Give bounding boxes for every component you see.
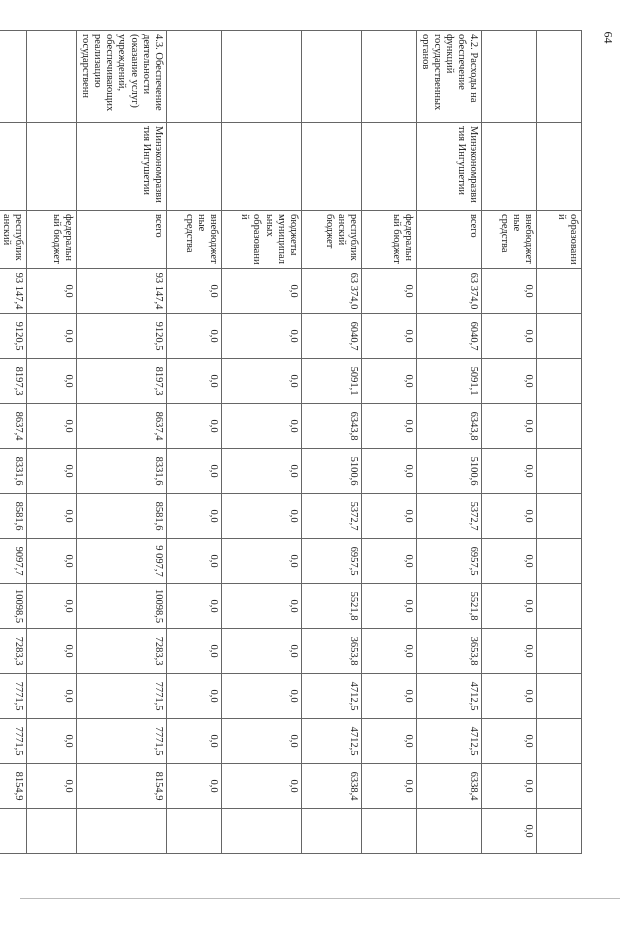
executor-cell (27, 123, 77, 211)
value-cell: 5100,6 (301, 449, 361, 494)
value-cell: 8331,6 (0, 449, 27, 494)
section-cell (221, 31, 301, 123)
value-cell: 8637,4 (0, 404, 27, 449)
section-cell (0, 31, 27, 123)
value-cell: 7771,5 (0, 674, 27, 719)
value-cell: 0,0 (166, 584, 221, 629)
value-cell: 0,0 (27, 764, 77, 809)
table-row (301, 31, 361, 854)
source-cell: республиканский бюджет (301, 211, 361, 269)
executor-cell (166, 123, 221, 211)
value-cell: 8637,4 (77, 404, 166, 449)
value-cell: 7283,3 (77, 629, 166, 674)
value-cell: 8154,9 (0, 764, 27, 809)
value-cell: 0,0 (482, 359, 537, 404)
value-cell: 0,0 (482, 449, 537, 494)
value-cell: 0,0 (221, 584, 301, 629)
value-cell: 63 374,0 (416, 269, 481, 314)
value-cell: 7771,5 (0, 719, 27, 764)
source-cell: федеральный бюджет (27, 211, 77, 269)
source-cell: внебюджетные средства (166, 211, 221, 269)
section-cell (537, 31, 582, 123)
value-cell: 93 147,4 (0, 269, 27, 314)
value-cell (537, 539, 582, 584)
value-cell: 5091,1 (301, 359, 361, 404)
value-cell: 0,0 (166, 314, 221, 359)
value-cell: 0,0 (482, 314, 537, 359)
value-cell: 0,0 (221, 674, 301, 719)
value-cell: 0,0 (482, 674, 537, 719)
value-cell: 0,0 (361, 539, 416, 584)
value-cell: 6343,8 (416, 404, 481, 449)
executor-cell (301, 123, 361, 211)
value-cell: 63 374,0 (301, 269, 361, 314)
value-cell: 0,0 (27, 359, 77, 404)
value-cell: 6338,4 (416, 764, 481, 809)
value-cell: 0,0 (361, 629, 416, 674)
value-cell (537, 674, 582, 719)
value-cell: 0,0 (361, 269, 416, 314)
value-cell: 7771,5 (77, 719, 166, 764)
table-row (77, 31, 166, 854)
value-cell: 6338,4 (301, 764, 361, 809)
value-cell: 9097,7 (0, 539, 27, 584)
value-cell: 4712,5 (301, 719, 361, 764)
value-cell: 0,0 (166, 764, 221, 809)
value-cell: 5521,8 (301, 584, 361, 629)
value-cell: 0,0 (482, 494, 537, 539)
source-cell: всего (77, 211, 166, 269)
table-row (537, 31, 582, 854)
source-cell: республиканский (0, 211, 27, 269)
value-cell: 10098,5 (0, 584, 27, 629)
table-row (27, 31, 77, 854)
value-cell: 5372,7 (416, 494, 481, 539)
table-row (0, 31, 27, 854)
value-cell: 3653,8 (301, 629, 361, 674)
value-cell: 0,0 (27, 314, 77, 359)
value-cell: 0,0 (166, 674, 221, 719)
budget-table (0, 30, 582, 854)
value-cell (537, 359, 582, 404)
value-cell: 0,0 (27, 674, 77, 719)
value-cell: 0,0 (482, 404, 537, 449)
value-cell: 8197,3 (77, 359, 166, 404)
source-cell: федеральный бюджет (361, 211, 416, 269)
value-cell: 0,0 (361, 719, 416, 764)
value-cell: 8154,9 (77, 764, 166, 809)
value-cell: 8197,3 (0, 359, 27, 404)
value-cell: 0,0 (361, 359, 416, 404)
source-cell: внебюджетные средства (482, 211, 537, 269)
value-cell (0, 809, 27, 854)
value-cell: 0,0 (361, 764, 416, 809)
value-cell: 0,0 (221, 629, 301, 674)
value-cell: 0,0 (221, 449, 301, 494)
value-cell: 0,0 (27, 539, 77, 584)
page-number: 64 (601, 31, 616, 44)
value-cell: 8581,6 (0, 494, 27, 539)
value-cell (361, 809, 416, 854)
executor-cell (361, 123, 416, 211)
value-cell: 0,0 (27, 449, 77, 494)
value-cell: 8581,6 (77, 494, 166, 539)
value-cell: 93 147,4 (77, 269, 166, 314)
value-cell: 4712,5 (301, 674, 361, 719)
value-cell: 9 097,7 (77, 539, 166, 584)
value-cell: 0,0 (482, 269, 537, 314)
value-cell: 0,0 (166, 494, 221, 539)
value-cell: 6040,7 (416, 314, 481, 359)
value-cell (537, 719, 582, 764)
table-row (482, 31, 537, 854)
value-cell: 0,0 (166, 269, 221, 314)
value-cell: 0,0 (27, 404, 77, 449)
value-cell (537, 269, 582, 314)
value-cell: 0,0 (166, 539, 221, 584)
table-row (361, 31, 416, 854)
value-cell (537, 449, 582, 494)
value-cell: 0,0 (221, 404, 301, 449)
table-row (416, 31, 481, 854)
value-cell: 4712,5 (416, 719, 481, 764)
value-cell (416, 809, 481, 854)
value-cell: 5372,7 (301, 494, 361, 539)
value-cell: 0,0 (482, 584, 537, 629)
value-cell (221, 809, 301, 854)
value-cell: 6343,8 (301, 404, 361, 449)
value-cell: 7283,3 (0, 629, 27, 674)
value-cell (537, 404, 582, 449)
value-cell: 5521,8 (416, 584, 481, 629)
value-cell: 8331,6 (77, 449, 166, 494)
value-cell: 0,0 (221, 719, 301, 764)
executor-cell: Минэкономразвития Ингушетии (77, 123, 166, 211)
value-cell: 0,0 (482, 629, 537, 674)
value-cell: 0,0 (221, 764, 301, 809)
value-cell (537, 494, 582, 539)
value-cell: 10098,5 (77, 584, 166, 629)
value-cell: 7771,5 (77, 674, 166, 719)
value-cell: 0,0 (27, 584, 77, 629)
value-cell: 0,0 (221, 269, 301, 314)
value-cell: 0,0 (166, 404, 221, 449)
value-cell: 0,0 (361, 449, 416, 494)
value-cell: 0,0 (166, 629, 221, 674)
value-cell: 0,0 (361, 674, 416, 719)
value-cell: 0,0 (482, 764, 537, 809)
section-cell (482, 31, 537, 123)
value-cell (537, 314, 582, 359)
value-cell: 0,0 (361, 494, 416, 539)
section-cell: 4.2. Расходы на обеспечение функций государственных органов (416, 31, 481, 123)
value-cell: 0,0 (27, 629, 77, 674)
table-row (221, 31, 301, 854)
table-row (166, 31, 221, 854)
value-cell: 3653,8 (416, 629, 481, 674)
value-cell: 9120,5 (77, 314, 166, 359)
value-cell: 0,0 (482, 539, 537, 584)
executor-cell (482, 123, 537, 211)
value-cell: 0,0 (221, 494, 301, 539)
value-cell: 0,0 (221, 314, 301, 359)
value-cell: 0,0 (361, 404, 416, 449)
value-cell: 0,0 (27, 719, 77, 764)
value-cell: 0,0 (361, 314, 416, 359)
source-cell: всего (416, 211, 481, 269)
value-cell: 6957,5 (416, 539, 481, 584)
section-cell (27, 31, 77, 123)
value-cell: 4712,5 (416, 674, 481, 719)
value-cell: 6957,5 (301, 539, 361, 584)
value-cell (77, 809, 166, 854)
value-cell: 0,0 (27, 494, 77, 539)
executor-cell (537, 123, 582, 211)
source-cell: образований (537, 211, 582, 269)
section-cell (166, 31, 221, 123)
value-cell: 0,0 (482, 809, 537, 854)
value-cell (166, 809, 221, 854)
value-cell (537, 809, 582, 854)
value-cell: 0,0 (166, 359, 221, 404)
value-cell: 0,0 (166, 719, 221, 764)
value-cell: 0,0 (221, 359, 301, 404)
executor-cell: Минэкономразвития Ингушетии (416, 123, 481, 211)
section-cell (301, 31, 361, 123)
value-cell (537, 629, 582, 674)
rotated-page-content (0, 30, 582, 935)
bottom-scan-line (20, 898, 620, 899)
value-cell: 0,0 (361, 584, 416, 629)
table-body (0, 31, 582, 854)
value-cell (301, 809, 361, 854)
value-cell: 5091,1 (416, 359, 481, 404)
value-cell: 0,0 (166, 449, 221, 494)
value-cell: 0,0 (27, 269, 77, 314)
section-cell (361, 31, 416, 123)
source-cell: бюджеты муниципальных образований (221, 211, 301, 269)
section-cell: 4.3. Обеспечение деятельности (оказание услуг) учреждений, обеспечивающих реализацию государственн (77, 31, 166, 123)
executor-cell (0, 123, 27, 211)
value-cell: 5100,6 (416, 449, 481, 494)
value-cell: 6040,7 (301, 314, 361, 359)
value-cell: 0,0 (482, 719, 537, 764)
value-cell (537, 764, 582, 809)
executor-cell (221, 123, 301, 211)
value-cell: 0,0 (221, 539, 301, 584)
value-cell: 9120,5 (0, 314, 27, 359)
value-cell (27, 809, 77, 854)
value-cell (537, 584, 582, 629)
